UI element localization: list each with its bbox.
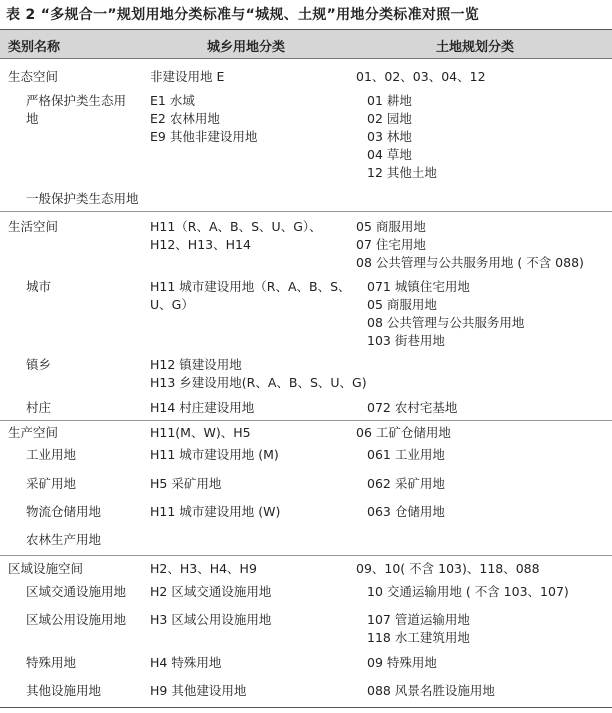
land-classification: 05 商服用地 07 住宅用地 08 公共管理与公共服务用地 ( 不含 088) xyxy=(356,219,584,270)
land-classification: 10 交通运输用地 ( 不含 103、107) xyxy=(367,584,569,599)
category-name: 工业用地 xyxy=(26,447,77,462)
table-caption: 表 2 “多规合一”规划用地分类标准与“城规、土规”用地分类标准对照一览 xyxy=(6,7,480,23)
urban-classification: H11(M、W)、H5 xyxy=(150,425,251,440)
land-classification: 088 风景名胜设施用地 xyxy=(367,683,495,698)
category-name: 生产空间 xyxy=(8,425,59,440)
header-urban-rural-classification: 城乡用地分类 xyxy=(207,40,286,55)
land-classification: 061 工业用地 xyxy=(367,447,445,462)
category-name: 区域公用设施用地 xyxy=(26,612,127,627)
urban-classification: H2、H3、H4、H9 xyxy=(150,561,257,576)
land-classification: 071 城镇住宅用地 05 商服用地 08 公共管理与公共服务用地 103 街巷用地 xyxy=(367,279,525,348)
land-classification: 01、02、03、04、12 xyxy=(356,69,486,84)
land-classification: 09 特殊用地 xyxy=(367,655,437,670)
land-classification: 072 农村宅基地 xyxy=(367,400,458,415)
urban-classification: 非建设用地 E xyxy=(150,69,225,84)
category-name: 村庄 xyxy=(26,400,52,415)
land-classification: 09、10( 不含 103)、118、088 xyxy=(356,561,540,576)
section-divider xyxy=(0,420,612,421)
urban-classification: H11 城市建设用地（R、A、B、S、 U、G） xyxy=(150,279,351,312)
land-classification: 01 耕地 02 园地 03 林地 04 草地 12 其他土地 xyxy=(367,93,437,180)
section-divider xyxy=(0,555,612,556)
category-name: 严格保护类生态用 地 xyxy=(26,93,127,126)
urban-classification: H4 特殊用地 xyxy=(150,655,222,670)
urban-classification: H11 城市建设用地 (M) xyxy=(150,447,279,462)
category-name: 物流仓储用地 xyxy=(26,504,102,519)
category-name: 其他设施用地 xyxy=(26,683,102,698)
urban-classification: H14 村庄建设用地 xyxy=(150,400,255,415)
category-name: 区域交通设施用地 xyxy=(26,584,127,599)
urban-classification: H3 区域公用设施用地 xyxy=(150,612,272,627)
land-classification: 06 工矿仓储用地 xyxy=(356,425,451,440)
urban-classification: H5 采矿用地 xyxy=(150,476,222,491)
urban-classification: H12 镇建设用地 H13 乡建设用地(R、A、B、S、U、G) xyxy=(150,357,367,390)
land-classification: 062 采矿用地 xyxy=(367,476,445,491)
urban-classification: E1 水域 E2 农林用地 E9 其他非建设用地 xyxy=(150,93,258,144)
category-name: 区域设施空间 xyxy=(8,561,84,576)
urban-classification: H9 其他建设用地 xyxy=(150,683,247,698)
urban-classification: H11（R、A、B、S、U、G）、 H12、H13、H14 xyxy=(150,219,322,252)
category-name: 生态空间 xyxy=(8,69,59,84)
category-name: 一般保护类生态用地 xyxy=(26,191,139,206)
category-name: 镇乡 xyxy=(26,357,52,372)
category-name: 农林生产用地 xyxy=(26,532,102,547)
category-name: 采矿用地 xyxy=(26,476,77,491)
land-classification: 063 仓储用地 xyxy=(367,504,445,519)
urban-classification: H11 城市建设用地 (W) xyxy=(150,504,281,519)
table-header xyxy=(0,29,612,59)
section-divider xyxy=(0,211,612,212)
header-category-name: 类别名称 xyxy=(8,40,61,55)
table-bottom-rule xyxy=(0,707,612,708)
header-land-planning-classification: 土地规划分类 xyxy=(436,40,515,55)
category-name: 特殊用地 xyxy=(26,655,77,670)
category-name: 生活空间 xyxy=(8,219,59,234)
land-classification: 107 管道运输用地 118 水工建筑用地 xyxy=(367,612,470,645)
category-name: 城市 xyxy=(26,279,52,294)
urban-classification: H2 区域交通设施用地 xyxy=(150,584,272,599)
